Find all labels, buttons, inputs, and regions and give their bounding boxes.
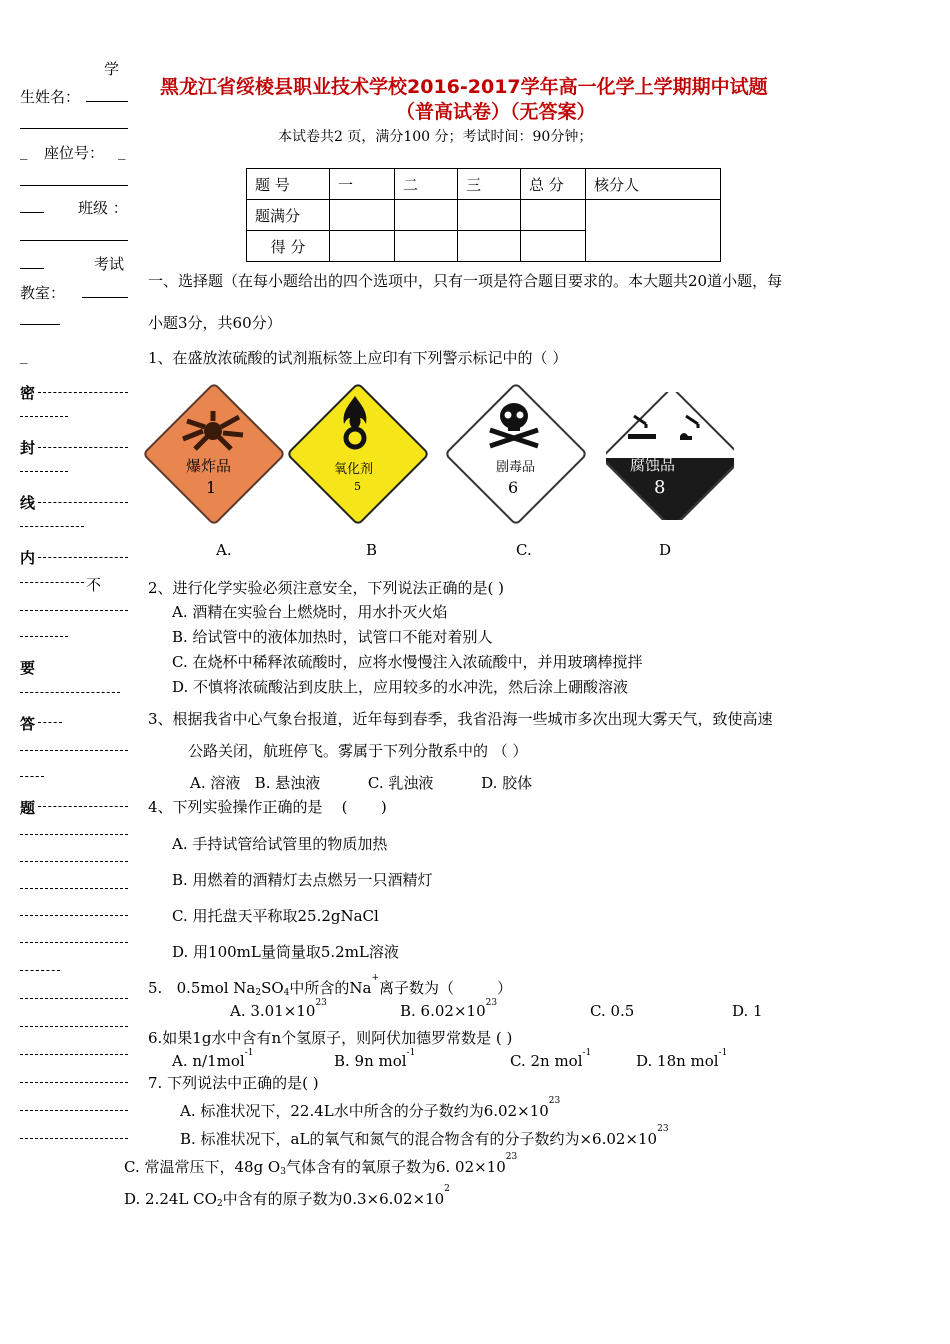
exam-room-field[interactable]	[82, 297, 128, 298]
question-2-option-d[interactable]: D. 不慎将浓硫酸沾到皮肤上，应用较多的水冲洗，然后涂上硼酸溶液	[172, 678, 629, 696]
question-6-stem: 6.如果1g水中含有n个氢原子，则阿伏加德罗常数是 ( )	[148, 1029, 513, 1047]
exam-info: 本试卷共2 页，满分100 分；考试时间：90分钟；	[278, 129, 593, 145]
seal-char-bu: 不	[86, 576, 102, 594]
underline	[20, 240, 128, 241]
question-7-option-c[interactable]: C. 常温常压下，48g O3气体含有的氧原子数为6. $02\times 10^{23}$	[124, 1152, 518, 1177]
question-3-options[interactable]: A. 溶液 B. 悬浊液 C. 乳浊液 D. 胶体	[190, 774, 533, 792]
seal-char-da: 答	[20, 715, 36, 733]
seal-line	[20, 636, 68, 637]
seal-line	[20, 416, 68, 417]
seal-line	[38, 392, 128, 393]
exam-title: 黑龙江省绥棱县职业技术学校2016-2017学年高一化学上学期期中试题	[160, 76, 768, 98]
seal-line	[20, 582, 84, 583]
table-header-cell: 核分人	[586, 169, 721, 200]
question-1-stem: 1、在盛放浓硫酸的试剂瓶标签上应印有下列警示标记中的（ ）	[148, 349, 568, 367]
explosive-sign-diamond	[142, 382, 286, 526]
option-a[interactable]: A.	[216, 541, 232, 559]
seal-line	[38, 502, 128, 503]
question-5-option-b[interactable]: B. $6.02\times 10^{23}$	[400, 998, 498, 1020]
seal-line	[20, 1082, 128, 1083]
question-7-stem: 7. 下列说法中正确的是( )	[148, 1074, 319, 1092]
option-b[interactable]: B	[366, 541, 378, 559]
score-cell[interactable]	[330, 200, 395, 231]
score-cell[interactable]	[458, 231, 521, 262]
score-cell[interactable]	[458, 200, 521, 231]
question-5-option-a[interactable]: A. $3.01\times 10^{23}$	[230, 998, 327, 1020]
sign-number: 1	[206, 478, 217, 497]
question-7-option-a[interactable]: A. 标准状况下，22.4L水中所含的分子数约为$6.02\times 10^{23}$	[180, 1096, 561, 1120]
question-4-stem: 4、下列实验操作正确的是 ( )	[148, 798, 387, 816]
sign-label: 剧毒品	[496, 460, 536, 475]
seal-line	[20, 888, 128, 889]
checker-cell[interactable]	[586, 200, 721, 262]
score-cell[interactable]	[330, 231, 395, 262]
seal-line	[20, 834, 128, 835]
section-instructions-2: 小题3分，共60分）	[148, 314, 282, 332]
seal-line	[20, 942, 128, 943]
seal-line	[20, 1054, 128, 1055]
sign-label: 氧化剂	[334, 462, 374, 477]
corrosion-icon	[624, 410, 714, 444]
seal-char-mi: 密	[20, 384, 36, 402]
seal-line	[38, 557, 128, 558]
seal-line	[20, 861, 128, 862]
seat-number-label: 座位号：	[44, 144, 105, 162]
seal-char-xian: 线	[20, 494, 36, 512]
dash-mark: _	[20, 346, 28, 364]
seal-char-nei: 内	[20, 549, 36, 567]
seal-line	[38, 447, 128, 448]
sign-number: 8	[654, 477, 666, 498]
exam-room-label: 教室：	[20, 284, 66, 302]
question-5-stem: 5. 0.5mol Na2SO4中所含的Na+离子数为（ ）	[148, 973, 512, 998]
underline	[20, 324, 60, 325]
question-3-stem: 3、根据我省中心气象台报道，近年每到春季，我省沿海一些城市多次出现大雾天气，致使高速	[148, 710, 773, 728]
sign-number: 5	[354, 480, 361, 493]
seal-line	[20, 998, 128, 999]
sidebar-xue: 学	[104, 60, 120, 78]
exam-subtitle: （普高试卷）（无答案）	[396, 101, 596, 123]
explosive-icon	[175, 405, 251, 451]
question-4-option-d[interactable]: D. 用100mL量筒量取5.2mL溶液	[172, 943, 399, 961]
question-6-option-b[interactable]: B. 9n mol$^{-1}$	[334, 1048, 416, 1070]
seal-line	[20, 1110, 128, 1111]
seal-char-feng: 封	[20, 439, 36, 457]
question-7-option-d[interactable]: D. 2.24L CO2中含有的原子数为$0.3\times 6.02\times 10^2$	[124, 1184, 450, 1209]
question-3-stem-2: 公路关闭，航班停飞。雾属于下列分散系中的 （ ）	[188, 742, 528, 760]
seal-line	[38, 806, 128, 807]
table-row-label: 得 分	[247, 231, 330, 262]
question-2-option-c[interactable]: C. 在烧杯中稀释浓硫酸时，应将水慢慢注入浓硫酸中，并用玻璃棒搅拌	[172, 653, 643, 671]
sign-label: 爆炸品	[186, 457, 232, 475]
score-cell[interactable]	[521, 231, 586, 262]
seal-line	[20, 1026, 128, 1027]
student-name-label: 生姓名：	[20, 88, 81, 106]
seal-line	[20, 610, 128, 611]
question-5-option-d[interactable]: D. 1	[732, 1002, 763, 1020]
seal-line	[20, 915, 128, 916]
question-4-option-a[interactable]: A. 手持试管给试管里的物质加热	[172, 835, 388, 853]
question-5-option-c[interactable]: C. 0.5	[590, 1002, 635, 1020]
question-4-option-c[interactable]: C. 用托盘天平称取25.2gNaCl	[172, 907, 379, 925]
seat-number-field[interactable]: _	[118, 142, 126, 160]
seal-char-ti: 题	[20, 799, 36, 817]
option-c[interactable]: C.	[516, 541, 532, 559]
question-7-option-b[interactable]: B. 标准状况下，aL的氧气和氮气的混合物含有的分子数约为$\times 6.02\times 10^{23}$	[180, 1124, 669, 1148]
class-label: 班级 ：	[78, 199, 128, 217]
score-cell[interactable]	[395, 231, 458, 262]
seal-line	[20, 526, 84, 527]
seal-line	[20, 776, 44, 777]
score-table	[246, 168, 721, 262]
sign-label: 腐蚀品	[630, 456, 676, 474]
seal-char-yao: 要	[20, 659, 36, 677]
option-d[interactable]: D	[659, 541, 672, 559]
sign-number: 6	[508, 478, 519, 497]
question-6-option-d[interactable]: D. 18n mol$^{-1}$	[636, 1048, 728, 1070]
class-field[interactable]	[20, 212, 44, 213]
seal-line	[20, 471, 68, 472]
exam-label: 考试	[94, 255, 125, 273]
score-cell[interactable]	[395, 200, 458, 231]
section-instructions: 一、选择题（在每小题给出的四个选项中，只有一项是符合题目要求的。本大题共20道小题，每	[148, 272, 783, 290]
table-row-label: 题满分	[247, 200, 330, 231]
flame-over-circle-icon	[332, 394, 378, 450]
table-header-cell: 题 号	[247, 169, 330, 200]
table-header-cell: 三	[458, 169, 521, 200]
student-name-field[interactable]	[86, 101, 128, 102]
question-2-stem: 2、进行化学实验必须注意安全，下列说法正确的是( )	[148, 579, 505, 597]
question-2-option-b[interactable]: B. 给试管中的液体加热时，试管口不能对着别人	[172, 628, 493, 646]
seal-line	[20, 750, 128, 751]
underline	[20, 128, 128, 129]
score-cell[interactable]	[521, 200, 586, 231]
seal-line	[20, 692, 120, 693]
underline	[20, 268, 44, 269]
seal-line	[38, 722, 62, 723]
question-6-option-c[interactable]: C. 2n mol$^{-1}$	[510, 1048, 592, 1070]
question-4-option-b[interactable]: B. 用燃着的酒精灯去点燃另一只酒精灯	[172, 871, 433, 889]
underline	[20, 185, 128, 186]
seal-line	[20, 970, 60, 971]
question-2-option-a[interactable]: A. 酒精在实验台上燃烧时，用水扑灭火焰	[172, 603, 448, 621]
table-header-cell: 二	[395, 169, 458, 200]
table-header-cell: 一	[330, 169, 395, 200]
table-header-cell: 总 分	[521, 169, 586, 200]
seal-line	[20, 1138, 128, 1139]
dash-mark: _	[20, 142, 28, 160]
skull-icon	[484, 398, 544, 450]
question-6-option-a[interactable]: A. n/1mol$^{-1}$	[172, 1048, 254, 1070]
